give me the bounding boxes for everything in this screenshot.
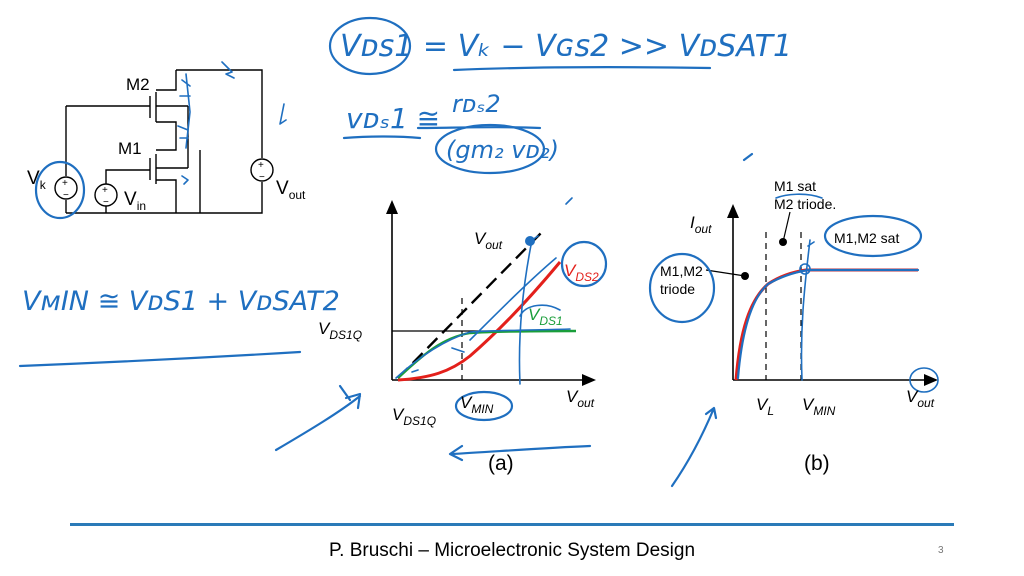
svg-text:−: − — [259, 172, 265, 183]
graph-b-xaxis-label: $V_{out}$ — [906, 387, 935, 410]
footer-text: P. Bruschi – Microelectronic System Design — [328, 540, 696, 561]
source-polarity-marks — [62, 160, 265, 208]
graph-b-ann-sat-2: M2 triode. — [774, 196, 837, 212]
page-number: 3 — [938, 545, 944, 556]
graph-b-ann-triode-2: triode — [660, 281, 696, 297]
footer-rule — [70, 523, 954, 526]
svg-text:−: − — [103, 197, 109, 208]
vin-label: $V_{in}$ — [124, 189, 147, 213]
graph-a-vout-curve-label: $V_{out}$ — [474, 229, 503, 252]
graph-b-ann-sat-1: M1 sat — [774, 178, 817, 194]
graph-b-vmin-label: $V_{MIN}$ — [802, 395, 836, 418]
vout-circuit-label: $V_{out}$ — [276, 178, 306, 202]
graph-a-vmin-label: $V_{MIN}$ — [460, 393, 494, 416]
hand-eq2-den: (gm₂ vᴅ₂) — [446, 136, 559, 164]
graph-b-caption: (b) — [804, 452, 830, 475]
m1-label: M1 — [118, 139, 142, 158]
svg-text:+: + — [102, 185, 108, 196]
hand-eq2-lhs: vᴅₛ1 ≅ — [346, 102, 441, 135]
circuit-annotations-ink — [36, 62, 286, 218]
hand-eq2-num: rᴅₛ2 — [452, 90, 501, 118]
graph-a-caption: (a) — [488, 452, 514, 475]
svg-text:−: − — [63, 190, 69, 201]
graph-b-ann-triode-1: M1,M2 — [660, 263, 703, 279]
circuit-schematic — [55, 70, 273, 213]
graph-a-vds1-label: $V_{DS1}$ — [528, 305, 563, 328]
graph-a-vds1q-y-label: $V_{DS1Q}$ — [318, 319, 363, 342]
hand-eq1: Vᴅs1 = Vₖ − Vɢs2 >> VᴅSAT1 — [340, 29, 793, 64]
graph-b-ann-both-sat: M1,M2 sat — [834, 230, 900, 246]
graph-a-xaxis-label: $V_{out}$ — [566, 387, 595, 410]
hand-eq3: VᴍIN ≅ VᴅS1 + VᴅSAT2 — [22, 286, 340, 317]
graph-b-yaxis-label: $I_{out}$ — [690, 213, 712, 236]
vk-label: $V_k$ — [27, 168, 46, 192]
graph-a-vds1q-x-label: $V_{DS1Q}$ — [392, 405, 437, 428]
svg-text:+: + — [62, 178, 68, 189]
graph-a-vds2-label: $V_{DS2}$ — [564, 261, 599, 284]
graph-b-vl-label: $V_L$ — [756, 395, 775, 418]
m2-label: M2 — [126, 75, 150, 94]
svg-text:+: + — [258, 160, 264, 171]
